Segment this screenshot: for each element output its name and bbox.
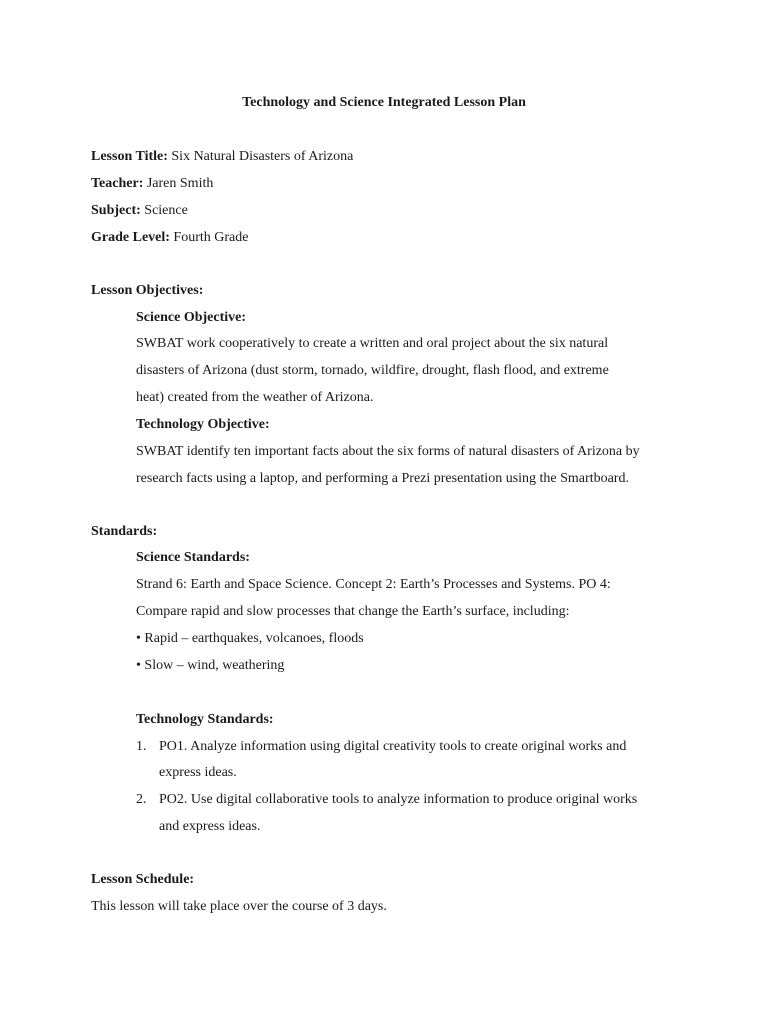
science-objective-line: SWBAT work cooperatively to create a written and oral project about the six natural: [136, 336, 609, 351]
grade-level-label: Grade Level:: [91, 230, 170, 245]
subject-row: [91, 202, 188, 220]
technology-objective-heading: Technology Objective:: [136, 417, 270, 432]
subject-label: Subject:: [91, 203, 141, 218]
science-standards-heading: Science Standards:: [136, 550, 250, 565]
technology-standard-line: PO2. Use digital collaborative tools to analyze information to produce original works: [159, 792, 638, 807]
science-objective-heading: Science Objective:: [136, 310, 247, 325]
list-number: 2.: [136, 792, 147, 807]
teacher-row: [91, 175, 213, 193]
science-standard-line: Strand 6: Earth and Space Science. Concept 2: Earth’s Processes and Systems. PO 4:: [136, 577, 611, 592]
lesson-title-label: Lesson Title:: [91, 149, 168, 164]
objectives-heading: Lesson Objectives:: [91, 283, 204, 298]
grade-level-value: Fourth Grade: [173, 230, 249, 245]
technology-standard-line: express ideas.: [159, 765, 237, 780]
technology-standards-heading: Technology Standards:: [136, 712, 274, 727]
subject-value: Science: [144, 203, 188, 218]
technology-standard-line: PO1. Analyze information using digital creativity tools to create original works and: [159, 739, 627, 754]
list-number: 1.: [136, 739, 147, 754]
science-standard-line: Compare rapid and slow processes that change the Earth’s surface, including:: [136, 604, 570, 619]
lesson-title-row: [91, 148, 353, 166]
teacher-label: Teacher:: [91, 176, 144, 191]
lesson-title-value: Six Natural Disasters of Arizona: [171, 149, 354, 164]
science-standard-bullet: • Rapid – earthquakes, volcanoes, floods: [136, 631, 364, 646]
grade-level-row: [91, 229, 248, 247]
technology-standard-line: and express ideas.: [159, 819, 261, 834]
technology-objective-line: SWBAT identify ten important facts about the six forms of natural disasters of Arizona by: [136, 444, 640, 459]
document-title: Technology and Science Integrated Lesson Plan: [242, 95, 526, 110]
teacher-value: Jaren Smith: [146, 176, 214, 191]
technology-objective-line: research facts using a laptop, and performing a Prezi presentation using the Smartboard.: [136, 471, 629, 486]
science-objective-line: disasters of Arizona (dust storm, tornado, wildfire, drought, flash flood, and extreme: [136, 363, 609, 378]
science-standard-bullet: • Slow – wind, weathering: [136, 658, 285, 673]
science-objective-line: heat) created from the weather of Arizona.: [136, 390, 374, 405]
schedule-text: This lesson will take place over the course of 3 days.: [91, 899, 387, 914]
schedule-heading: Lesson Schedule:: [91, 872, 195, 887]
standards-heading: Standards:: [91, 524, 158, 539]
